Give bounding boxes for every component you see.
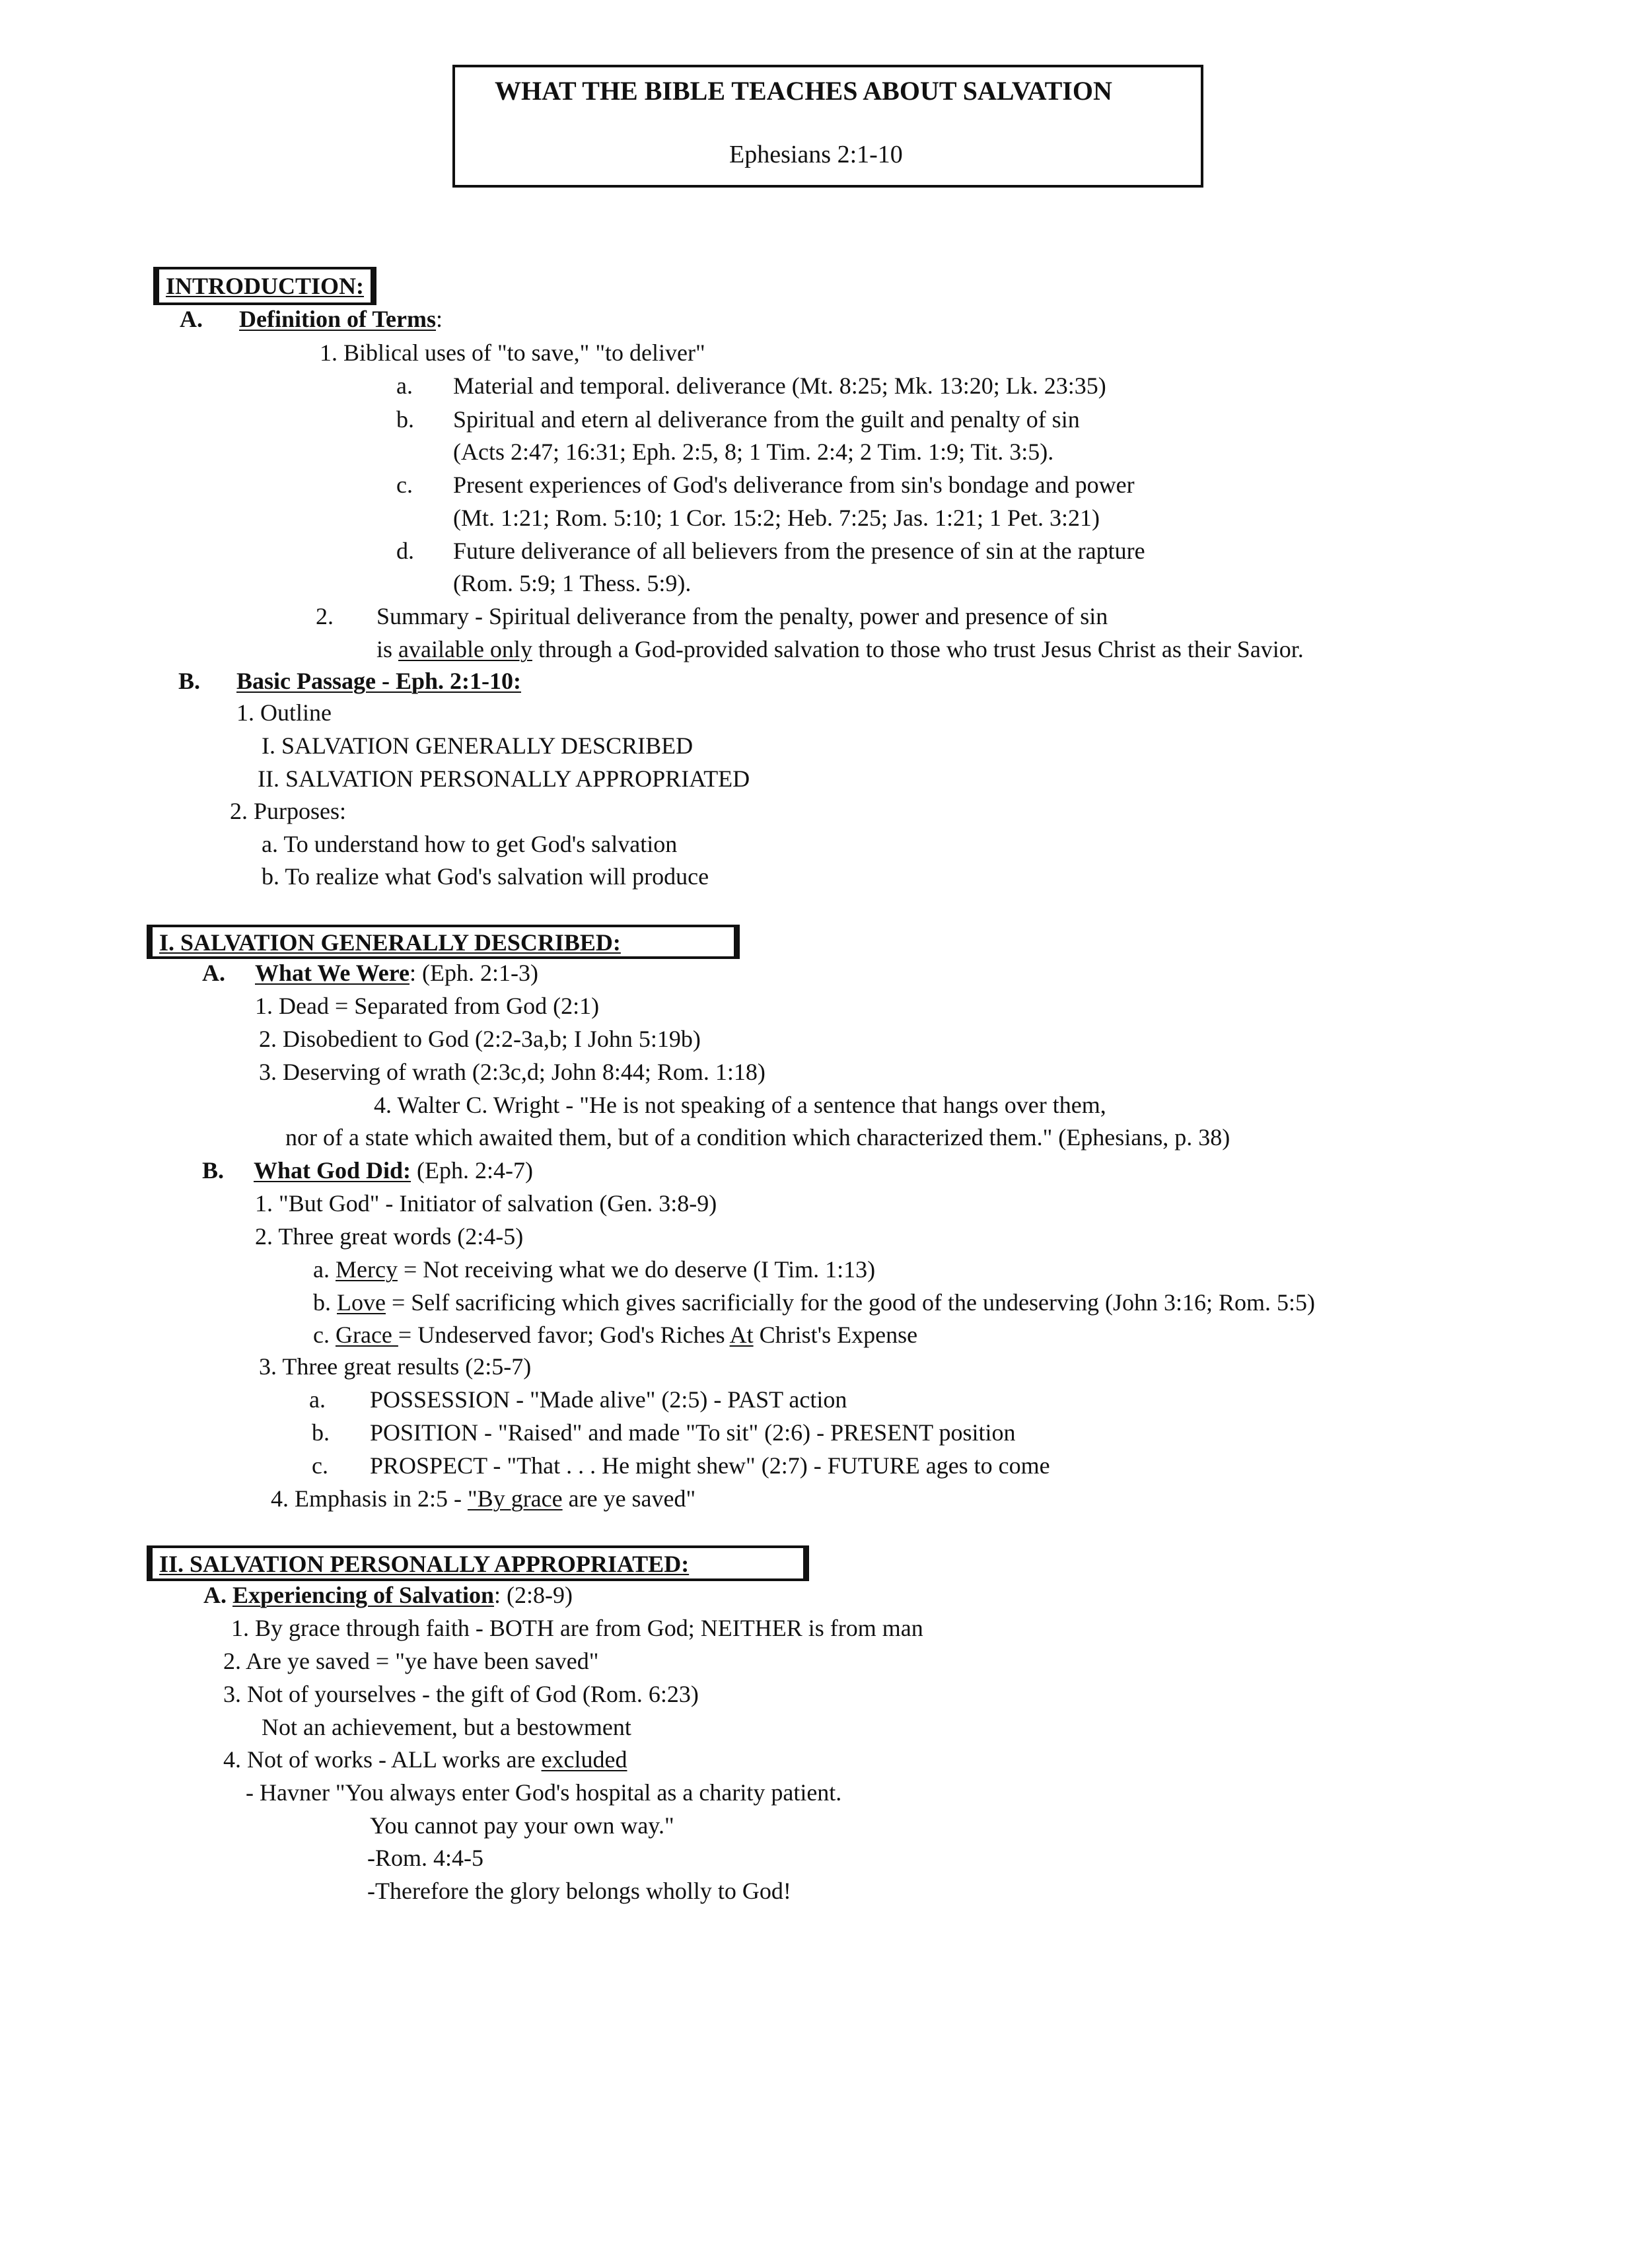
intro-b2: 2. Purposes: [230,798,347,824]
s2-a-marker: A. [203,1582,232,1608]
intro-a1a-text: Material and temporal. deliverance (Mt. 8:25; Mk. 13:20; Lk. 23:35) [453,372,1106,399]
s2-a3-cont: Not an achievement, but a bestowment [262,1714,631,1740]
experiencing-salvation-heading [203,1581,573,1610]
basic-passage-heading: Basic Passage - Eph. 2:1-10: [236,668,521,694]
grace-definition [313,1321,917,1349]
s1-b3b-text: POSITION - "Raised" and made "To sit" (2:6) - PRESENT position [370,1419,1016,1446]
intro-a1d-text: Future deliverance of all believers from the presence of sin at the rapture [453,538,1145,564]
mercy-definition [313,1256,875,1284]
intro-a2-text: Summary - Spiritual deliverance from the penalty, power and presence of sin [376,603,1108,629]
title-box [452,65,1203,188]
what-god-did-heading [254,1156,533,1185]
s1-b1: 1. "But God" - Initiator of salvation (Gen. 3:8-9) [255,1190,717,1217]
s2-a3: 3. Not of yourselves - the gift of God (Rom. 6:23) [223,1681,699,1707]
intro-b-marker: B. [178,668,201,694]
intro-a1a-marker: a. [396,372,413,399]
s1-a4: 4. Walter C. Wright - "He is not speaking of a sentence that hangs over them, [374,1092,1106,1118]
document-title: WHAT THE BIBLE TEACHES ABOUT SALVATION [495,76,1112,106]
intro-a1c-text: Present experiences of God's deliverance from sin's bondage and power [453,472,1135,498]
s1-a3: 3. Deserving of wrath (2:3c,d; John 8:44; Rom. 1:18) [259,1059,766,1085]
experiencing-title: Experiencing of Salvation [232,1582,495,1608]
intro-a1c-marker: c. [396,472,413,498]
outline-item-i: I. SALVATION GENERALLY DESCRIBED [262,732,694,759]
what-god-did-title: What God Did: [254,1157,411,1184]
what-god-did-ref: (Eph. 2:4-7) [411,1157,534,1184]
a2-line2-post: through a God-provided salvation to those who trust Jesus Christ as their Savior. [532,636,1304,662]
love-prefix: b. [313,1289,337,1316]
romans-ref: -Rom. 4:4-5 [367,1845,483,1871]
outline-item-ii: II. SALVATION PERSONALLY APPROPRIATED [258,765,750,792]
intro-a1: 1. Biblical uses of "to save," "to deliver" [320,339,705,366]
intro-b1: 1. Outline [236,699,332,726]
intro-a1b-refs: (Acts 2:47; 16:31; Eph. 2:5, 8; 1 Tim. 2:4; 2 Tim. 1:9; Tit. 3:5). [453,439,1054,465]
grace-def-2: Christ's Expense [753,1322,918,1348]
s1-b2: 2. Three great words (2:4-5) [255,1223,524,1250]
s2-a2: 2. Are ye saved = "ye have been saved" [223,1648,599,1674]
mercy-word: Mercy [335,1256,398,1283]
section-1-heading: I. SALVATION GENERALLY DESCRIBED: [147,925,740,959]
s1-a-marker: A. [202,960,225,986]
s1-b3a-marker: a. [309,1386,326,1413]
s1-b3c-text: PROSPECT - "That . . . He might shew" (2:7) - FUTURE ages to come [370,1452,1050,1479]
purpose-a: a. To understand how to get God's salvation [262,831,678,857]
love-word: Love [337,1289,386,1316]
what-we-were-title: What We Were [255,960,410,986]
excluded-word: excluded [541,1746,627,1773]
intro-a1c-refs: (Mt. 1:21; Rom. 5:10; 1 Cor. 15:2; Heb. 7:25; Jas. 1:21; 1 Pet. 3:21) [453,505,1100,531]
introduction-heading: INTRODUCTION: [153,267,376,305]
definition-of-terms-title: Definition of Terms [239,306,437,332]
definition-colon: : [436,306,443,332]
intro-a1b-text: Spiritual and etern al deliverance from the guilt and penalty of sin [453,406,1080,433]
s1-b3: 3. Three great results (2:5-7) [259,1353,532,1380]
a4-prefix: 4. Not of works - ALL works are [223,1746,542,1773]
intro-a-marker: A. [180,306,203,332]
available-only: available only [398,636,532,662]
intro-a1d-refs: (Rom. 5:9; 1 Thess. 5:9). [453,570,692,596]
s1-a2: 2. Disobedient to God (2:2-3a,b; I John 5:19b) [259,1026,701,1052]
s1-b4 [271,1485,695,1513]
section-2-heading: II. SALVATION PERSONALLY APPROPRIATED: [147,1545,809,1581]
s1-b3b-marker: b. [312,1419,330,1446]
grace-word: Grace [335,1322,398,1348]
experiencing-ref: : (2:8-9) [494,1582,573,1608]
s2-a1: 1. By grace through faith - BOTH are from God; NEITHER is from man [231,1615,923,1641]
love-def: = Self sacrificing which gives sacrificially for the good of the undeserving (John 3:16; Rom. 5:5) [385,1289,1315,1316]
s1-b3a-text: POSSESSION - "Made alive" (2:5) - PAST action [370,1386,847,1413]
a2-line2-pre: is [376,636,399,662]
scripture-reference: Ephesians 2:1-10 [729,141,903,168]
havner-quote-cont: You cannot pay your own way." [370,1812,674,1839]
s2-a4 [223,1746,627,1774]
s1-a4-cont: nor of a state which awaited them, but of a condition which characterized them." (Ephesians, p. 38) [285,1124,1230,1151]
intro-a2-line2 [376,635,1304,664]
love-definition [313,1289,1315,1317]
havner-quote: - Havner "You always enter God's hospital as a charity patient. [246,1779,842,1806]
grace-at: At [729,1322,754,1348]
intro-a1b-marker: b. [396,406,414,433]
grace-def-1: = Undeserved favor; God's Riches [398,1322,730,1348]
s1-b3c-marker: c. [312,1452,328,1479]
intro-a2-marker: 2. [316,603,334,629]
purpose-b: b. To realize what God's salvation will produce [262,863,709,890]
what-we-were-ref: : (Eph. 2:1-3) [410,960,538,986]
intro-a1d-marker: d. [396,538,414,564]
s1-b-marker: B. [202,1157,225,1184]
b4-prefix: 4. Emphasis in 2:5 - [271,1485,468,1512]
grace-prefix: c. [313,1322,336,1348]
mercy-def: = Not receiving what we do deserve (I Tim. 1:13) [397,1256,876,1283]
what-we-were-heading [255,959,538,987]
definition-of-terms-heading [239,305,443,334]
b4-post: are ye saved" [562,1485,696,1512]
mercy-prefix: a. [313,1256,336,1283]
glory-conclusion: -Therefore the glory belongs wholly to God! [367,1878,791,1904]
by-grace: "By grace [467,1485,563,1512]
s1-a1: 1. Dead = Separated from God (2:1) [255,993,600,1019]
